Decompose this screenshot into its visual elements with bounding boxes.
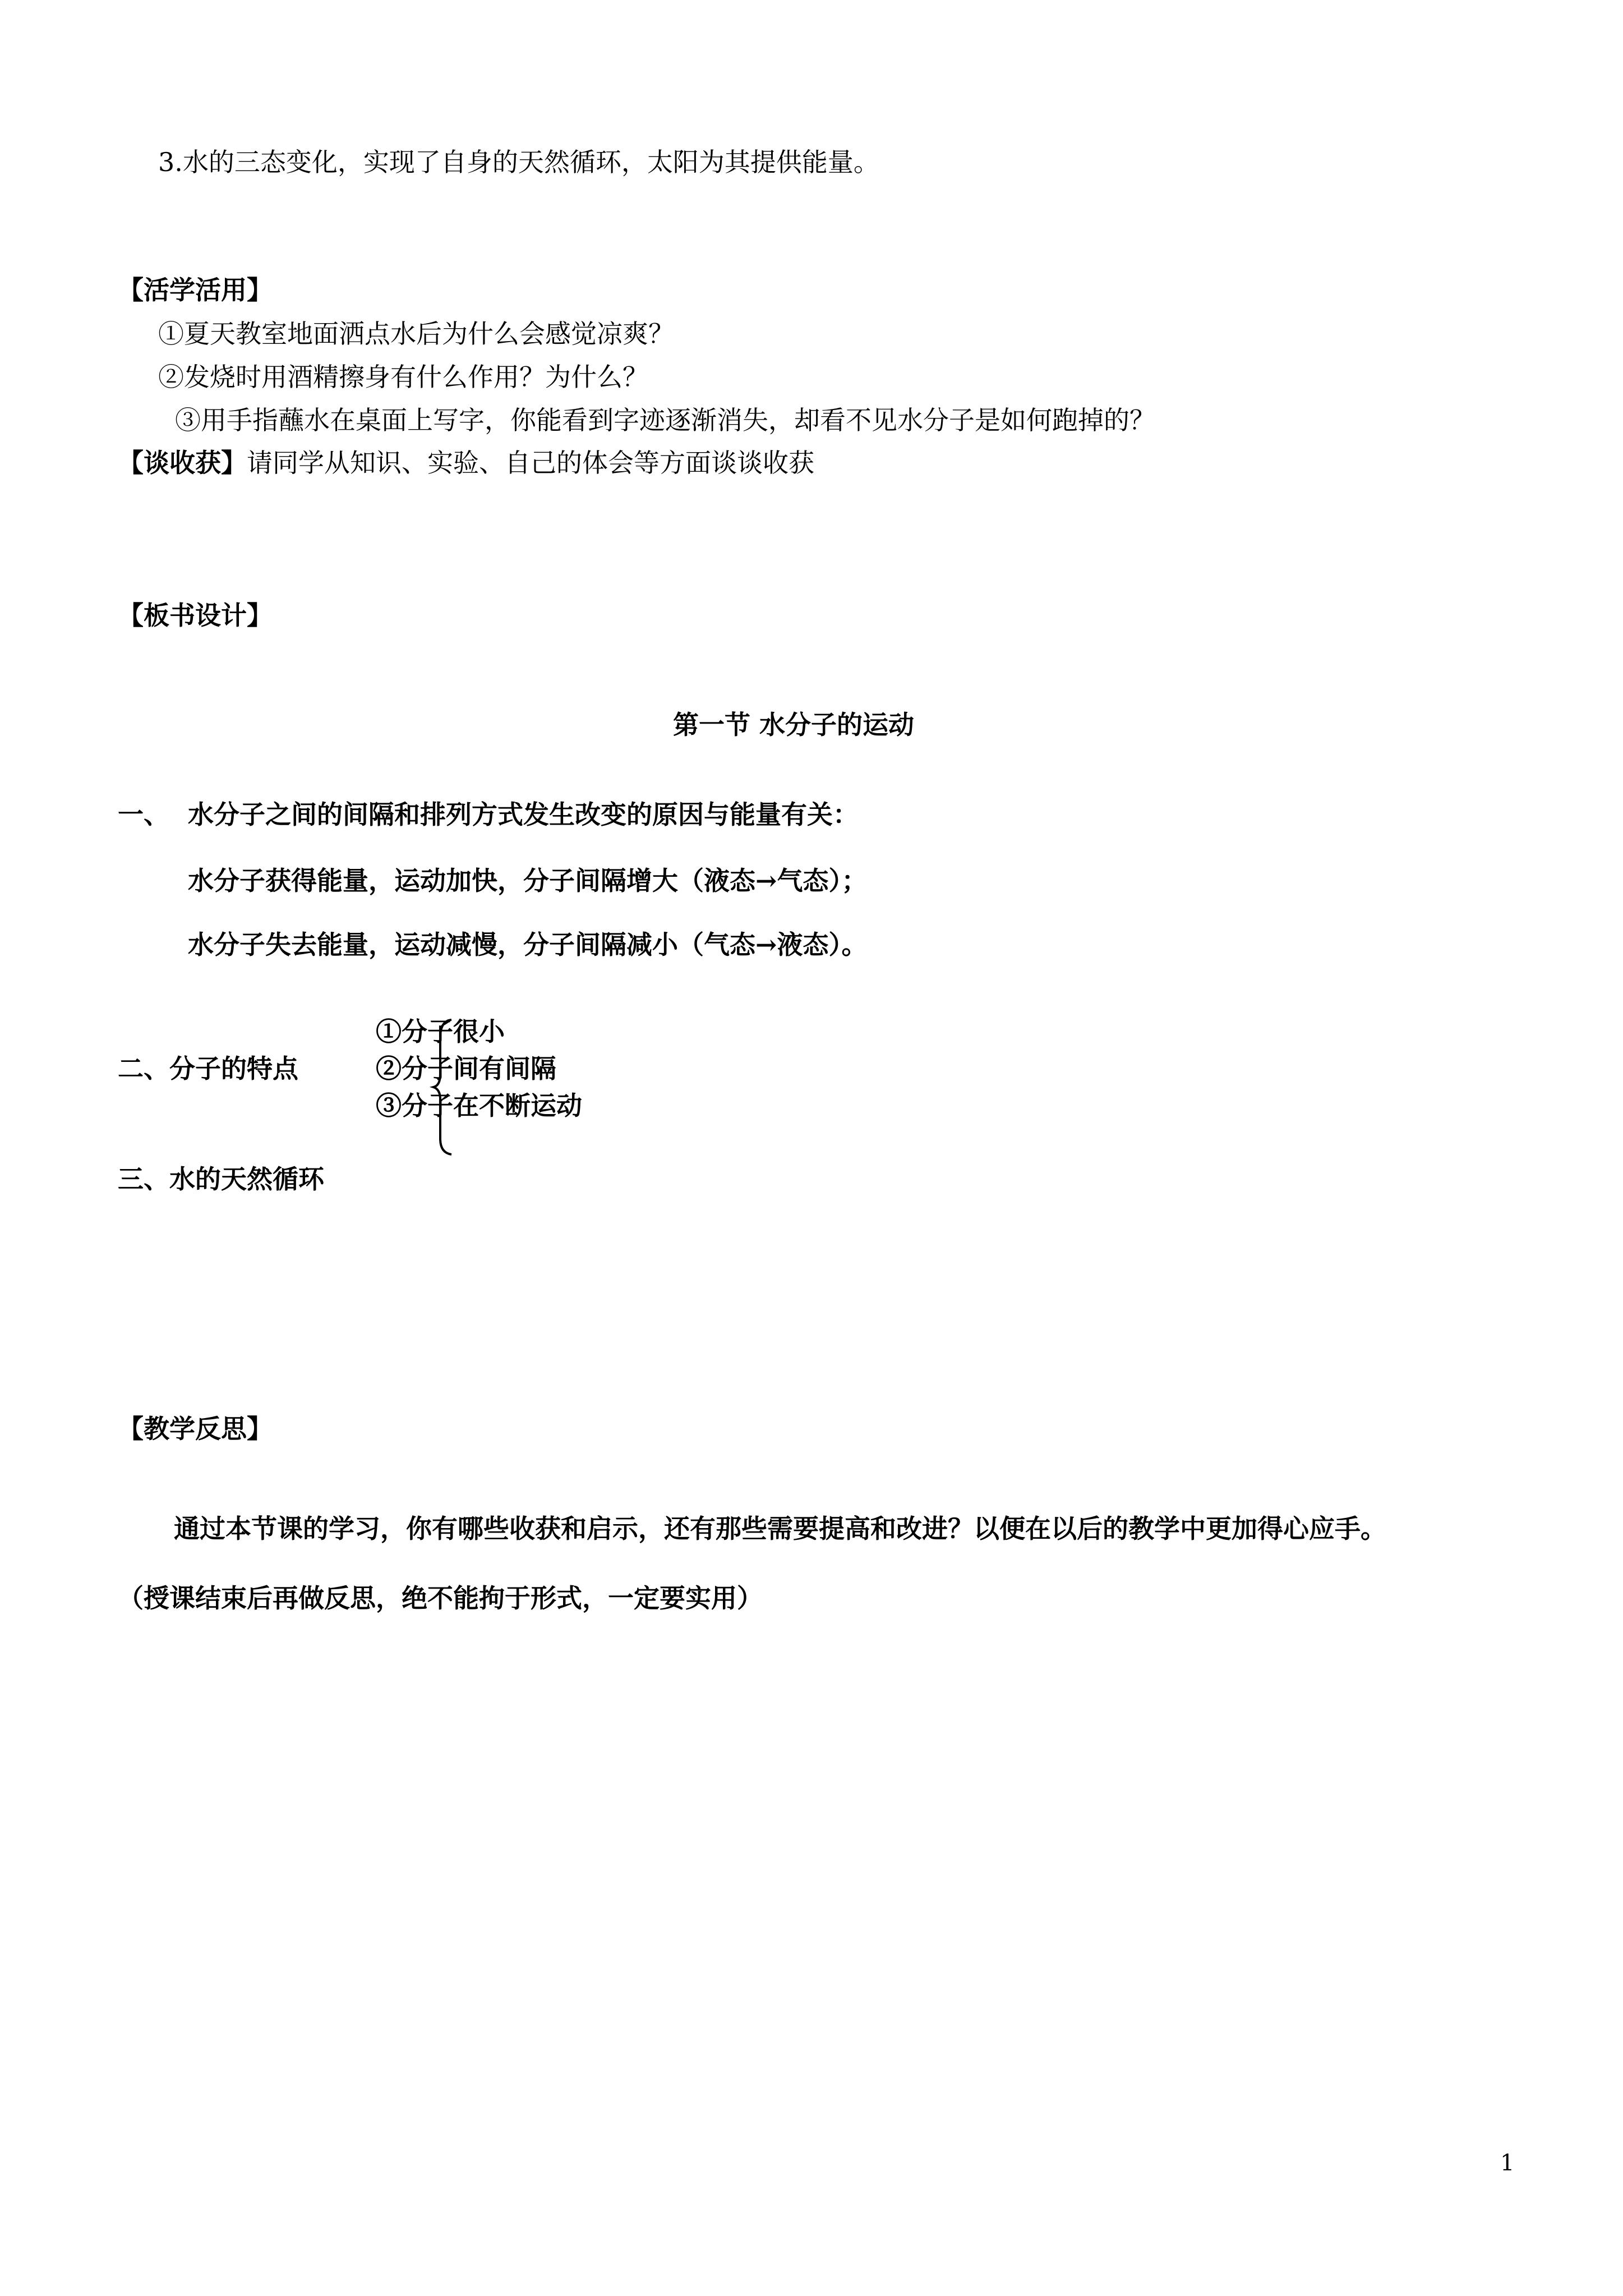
feature-2: ②分子间有间隔 (376, 1053, 556, 1084)
apply-question-1: ①夏天教室地面洒点水后为什么会感觉凉爽？ (158, 319, 674, 349)
harvest-text: 请同学从知识、实验、自己的体会等方面谈谈收获 (247, 448, 814, 478)
feature-3: ③分子在不断运动 (376, 1091, 582, 1121)
harvest-heading: 【谈收获】 (118, 448, 247, 478)
harvest-line (118, 448, 814, 478)
apply-question-3: ③用手指蘸水在桌面上写字，你能看到字迹逐渐消失，却看不见水分子是如何跑掉的？ (175, 405, 1155, 435)
apply-question-2: ②发烧时用酒精擦身有什么作用？为什么？ (158, 362, 648, 392)
feature-1: ①分子很小 (376, 1016, 505, 1047)
point-3: 3.水的三态变化，实现了自身的天然循环，太阳为其提供能量。 (158, 147, 879, 177)
board-line-energy-gain: 水分子获得能量，运动加快，分子间隔增大（液态→气态）； (188, 866, 868, 896)
board-section-1-text: 水分子之间的间隔和排列方式发生改变的原因与能量有关： (188, 799, 859, 830)
board-title: 第一节 水分子的运动 (673, 710, 915, 740)
reflection-heading: 【教学反思】 (118, 1414, 273, 1444)
reflection-note: （授课结束后再做反思，绝不能拘于形式，一定要实用） (118, 1583, 763, 1613)
reflection-text: 通过本节课的学习，你有哪些收获和启示，还有那些需要提高和改进？以便在以后的教学中更加得心应手。 (174, 1513, 1386, 1544)
board-section-1-number: 一、 (118, 799, 169, 830)
board-line-energy-loss: 水分子失去能量，运动减慢，分子间隔减小（气态→液态）。 (188, 930, 868, 960)
brace-bracket (429, 1015, 463, 1161)
board-section-2: 二、分子的特点 (118, 1053, 298, 1084)
apply-heading: 【活学活用】 (118, 275, 273, 305)
board-section-3: 三、水的天然循环 (118, 1164, 324, 1194)
board-heading: 【板书设计】 (118, 600, 273, 631)
page-number: 1 (1500, 2150, 1515, 2176)
